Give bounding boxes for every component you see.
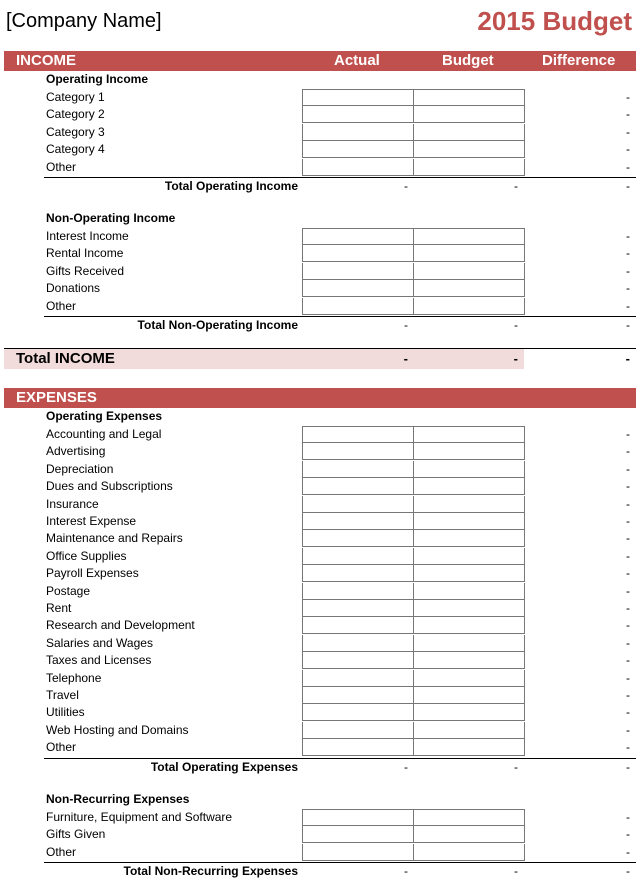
difference-value: - bbox=[626, 810, 630, 824]
actual-input-cell[interactable] bbox=[302, 298, 414, 315]
line-item-row bbox=[0, 298, 642, 315]
difference-value: - bbox=[626, 281, 630, 296]
budget-input-cell[interactable] bbox=[413, 228, 525, 245]
line-item-label: Salaries and Wages bbox=[46, 635, 153, 650]
total-label: Total Operating Income bbox=[164, 179, 298, 193]
actual-input-cell[interactable] bbox=[302, 844, 414, 861]
line-item-row bbox=[0, 106, 642, 123]
total-income-row bbox=[4, 349, 636, 369]
budget-input-cell[interactable] bbox=[413, 443, 525, 460]
line-item-label: Rent bbox=[46, 601, 72, 615]
company-name[interactable]: [Company Name] bbox=[6, 10, 162, 32]
actual-input-cell[interactable] bbox=[302, 704, 414, 721]
budget-input-cell[interactable] bbox=[413, 513, 525, 530]
total-divider bbox=[44, 316, 636, 317]
section-title: Operating Expenses bbox=[46, 409, 163, 423]
line-item-row bbox=[0, 722, 642, 739]
line-item-label: Payroll Expenses bbox=[46, 566, 139, 581]
difference-value: - bbox=[626, 229, 630, 243]
difference-value: - bbox=[626, 618, 630, 633]
total-actual-value: - bbox=[404, 318, 408, 332]
income-band bbox=[4, 51, 636, 71]
difference-value: - bbox=[626, 159, 630, 174]
budget-input-cell[interactable] bbox=[413, 652, 525, 669]
total-difference-value: - bbox=[626, 864, 630, 879]
actual-input-cell[interactable] bbox=[302, 809, 414, 826]
line-item-row bbox=[0, 530, 642, 547]
line-item-row bbox=[0, 670, 642, 687]
line-item-row bbox=[0, 565, 642, 582]
budget-input-cell[interactable] bbox=[413, 826, 525, 843]
actual-input-cell[interactable] bbox=[302, 141, 414, 158]
actual-input-cell[interactable] bbox=[302, 426, 414, 443]
section-total-row bbox=[0, 758, 642, 776]
budget-input-cell[interactable] bbox=[413, 141, 525, 158]
section-total-row bbox=[0, 177, 642, 195]
line-item-label: Furniture, Equipment and Software bbox=[46, 810, 233, 824]
actual-input-cell[interactable] bbox=[302, 280, 414, 297]
total-budget-value: - bbox=[514, 864, 518, 879]
difference-value: - bbox=[626, 427, 630, 441]
difference-value: - bbox=[626, 444, 630, 459]
actual-input-cell[interactable] bbox=[302, 600, 414, 617]
line-item-row bbox=[0, 245, 642, 262]
budget-input-cell[interactable] bbox=[413, 583, 525, 600]
line-item-row bbox=[0, 263, 642, 280]
line-item-row bbox=[0, 617, 642, 634]
line-item-label: Taxes and Licenses bbox=[46, 653, 152, 668]
budget-input-cell[interactable] bbox=[413, 280, 525, 297]
line-item-row bbox=[0, 600, 642, 617]
line-item-label: Interest Expense bbox=[46, 514, 137, 528]
difference-value: - bbox=[626, 531, 630, 546]
section-total-row bbox=[0, 862, 642, 880]
total-budget-value: - bbox=[514, 318, 518, 332]
line-item-label: Dues and Subscriptions bbox=[46, 479, 173, 494]
total-actual-value: - bbox=[404, 864, 408, 879]
difference-value: - bbox=[626, 548, 630, 563]
line-item-label: Telephone bbox=[46, 670, 102, 685]
budget-input-cell[interactable] bbox=[413, 263, 525, 280]
actual-input-cell[interactable] bbox=[302, 478, 414, 495]
difference-value: - bbox=[626, 583, 630, 598]
actual-input-cell[interactable] bbox=[302, 739, 414, 756]
line-item-row bbox=[0, 652, 642, 669]
difference-value: - bbox=[626, 246, 630, 261]
total-budget-value: - bbox=[514, 759, 518, 774]
line-item-label: Gifts Given bbox=[46, 827, 106, 842]
actual-input-cell[interactable] bbox=[302, 583, 414, 600]
line-item-row bbox=[0, 228, 642, 245]
line-item-row bbox=[0, 687, 642, 704]
budget-input-cell[interactable] bbox=[413, 739, 525, 756]
actual-input-cell[interactable] bbox=[302, 443, 414, 460]
total-divider bbox=[44, 758, 636, 759]
budget-input-cell[interactable] bbox=[413, 159, 525, 176]
line-item-row bbox=[0, 159, 642, 176]
difference-value: - bbox=[626, 107, 630, 122]
difference-value: - bbox=[626, 705, 630, 720]
line-item-label: Advertising bbox=[46, 444, 106, 459]
line-item-label: Gifts Received bbox=[46, 263, 125, 278]
budget-input-cell[interactable] bbox=[413, 600, 525, 617]
actual-input-cell[interactable] bbox=[302, 826, 414, 843]
line-item-row bbox=[0, 583, 642, 600]
budget-input-cell[interactable] bbox=[413, 530, 525, 547]
budget-input-cell[interactable] bbox=[413, 426, 525, 443]
line-item-label: Travel bbox=[46, 688, 79, 702]
actual-input-cell[interactable] bbox=[302, 496, 414, 513]
line-item-row bbox=[0, 443, 642, 460]
line-item-label: Category 3 bbox=[46, 124, 105, 139]
total-divider bbox=[44, 862, 636, 863]
actual-input-cell[interactable] bbox=[302, 461, 414, 478]
budget-input-cell[interactable] bbox=[413, 124, 525, 141]
total-difference-value: - bbox=[626, 318, 630, 332]
difference-value: - bbox=[626, 827, 630, 842]
line-item-label: Maintenance and Repairs bbox=[46, 531, 183, 546]
actual-input-cell[interactable] bbox=[302, 106, 414, 123]
difference-value: - bbox=[626, 90, 630, 104]
difference-value: - bbox=[626, 601, 630, 615]
line-item-row bbox=[0, 461, 642, 478]
difference-value: - bbox=[626, 496, 630, 511]
total-income-difference: - bbox=[625, 351, 630, 366]
expenses-band-label: EXPENSES bbox=[16, 389, 97, 406]
budget-input-cell[interactable] bbox=[413, 565, 525, 582]
line-item-label: Other bbox=[46, 159, 77, 174]
total-actual-value: - bbox=[404, 179, 408, 193]
budget-title: 2015 Budget bbox=[477, 6, 632, 36]
budget-input-cell[interactable] bbox=[413, 809, 525, 826]
expenses-band bbox=[4, 388, 636, 408]
line-item-row bbox=[0, 809, 642, 826]
line-item-label: Other bbox=[46, 844, 77, 859]
total-difference-value: - bbox=[626, 179, 630, 193]
difference-value: - bbox=[626, 844, 630, 859]
difference-value: - bbox=[626, 461, 630, 476]
line-item-row bbox=[0, 124, 642, 141]
line-item-label: Web Hosting and Domains bbox=[46, 722, 189, 737]
difference-value: - bbox=[626, 124, 630, 139]
actual-input-cell[interactable] bbox=[302, 548, 414, 565]
line-item-label: Depreciation bbox=[46, 461, 114, 476]
line-item-row bbox=[0, 478, 642, 495]
budget-input-cell[interactable] bbox=[413, 461, 525, 478]
difference-value: - bbox=[626, 670, 630, 685]
budget-input-cell[interactable] bbox=[413, 89, 525, 106]
line-item-label: Category 4 bbox=[46, 142, 105, 157]
actual-input-cell[interactable] bbox=[302, 635, 414, 652]
line-item-row bbox=[0, 426, 642, 443]
section-title: Non-Recurring Expenses bbox=[46, 792, 190, 806]
budget-input-cell[interactable] bbox=[413, 298, 525, 315]
difference-value: - bbox=[626, 653, 630, 668]
budget-input-cell[interactable] bbox=[413, 496, 525, 513]
section-title: Non-Operating Income bbox=[46, 211, 176, 225]
total-income-divider bbox=[4, 348, 636, 349]
total-label: Total Operating Expenses bbox=[150, 759, 298, 774]
difference-value: - bbox=[626, 514, 630, 528]
line-item-label: Office Supplies bbox=[46, 548, 127, 563]
line-item-label: Research and Development bbox=[46, 618, 195, 633]
line-item-label: Accounting and Legal bbox=[46, 427, 162, 441]
actual-input-cell[interactable] bbox=[302, 245, 414, 262]
actual-input-cell[interactable] bbox=[302, 722, 414, 739]
difference-value: - bbox=[626, 722, 630, 737]
difference-value: - bbox=[626, 688, 630, 702]
budget-input-cell[interactable] bbox=[413, 704, 525, 721]
difference-value: - bbox=[626, 263, 630, 278]
actual-input-cell[interactable] bbox=[302, 565, 414, 582]
line-item-row bbox=[0, 89, 642, 106]
line-item-row bbox=[0, 739, 642, 756]
difference-value: - bbox=[626, 566, 630, 581]
actual-input-cell[interactable] bbox=[302, 124, 414, 141]
budget-input-cell[interactable] bbox=[413, 106, 525, 123]
line-item-label: Utilities bbox=[46, 705, 85, 720]
column-budget: Budget bbox=[442, 52, 494, 69]
section-title: Operating Income bbox=[46, 72, 149, 86]
actual-input-cell[interactable] bbox=[302, 89, 414, 106]
budget-input-cell[interactable] bbox=[413, 722, 525, 739]
total-income-label: Total INCOME bbox=[16, 350, 115, 367]
line-item-row bbox=[0, 704, 642, 721]
actual-input-cell[interactable] bbox=[302, 530, 414, 547]
budget-input-cell[interactable] bbox=[413, 670, 525, 687]
line-item-row bbox=[0, 826, 642, 843]
budget-input-cell[interactable] bbox=[413, 617, 525, 634]
total-actual-value: - bbox=[404, 759, 408, 774]
column-actual: Actual bbox=[334, 52, 380, 69]
line-item-label: Insurance bbox=[46, 496, 99, 511]
difference-value: - bbox=[626, 479, 630, 494]
total-divider bbox=[44, 177, 636, 178]
line-item-label: Donations bbox=[46, 281, 101, 296]
line-item-row bbox=[0, 496, 642, 513]
difference-value: - bbox=[626, 142, 630, 157]
actual-input-cell[interactable] bbox=[302, 513, 414, 530]
section-total-row bbox=[0, 316, 642, 334]
line-item-row bbox=[0, 844, 642, 861]
total-label: Total Non-Operating Income bbox=[137, 318, 298, 332]
total-budget-value: - bbox=[514, 179, 518, 193]
line-item-label: Other bbox=[46, 740, 77, 755]
line-item-label: Rental Income bbox=[46, 246, 124, 261]
line-item-label: Category 2 bbox=[46, 107, 105, 122]
budget-input-cell[interactable] bbox=[413, 844, 525, 861]
line-item-row bbox=[0, 280, 642, 297]
budget-input-cell[interactable] bbox=[413, 245, 525, 262]
line-item-label: Other bbox=[46, 298, 77, 313]
actual-input-cell[interactable] bbox=[302, 617, 414, 634]
actual-input-cell[interactable] bbox=[302, 652, 414, 669]
budget-input-cell[interactable] bbox=[413, 478, 525, 495]
column-difference: Difference bbox=[542, 52, 616, 69]
line-item-label: Category 1 bbox=[46, 90, 105, 104]
difference-value: - bbox=[626, 740, 630, 755]
actual-input-cell[interactable] bbox=[302, 670, 414, 687]
line-item-label: Postage bbox=[46, 583, 91, 598]
total-difference-value: - bbox=[626, 759, 630, 774]
difference-value: - bbox=[626, 298, 630, 313]
total-income-actual: - bbox=[403, 351, 408, 366]
budget-input-cell[interactable] bbox=[413, 687, 525, 704]
line-item-row bbox=[0, 548, 642, 565]
actual-input-cell[interactable] bbox=[302, 159, 414, 176]
difference-value: - bbox=[626, 635, 630, 650]
line-item-row bbox=[0, 635, 642, 652]
line-item-row bbox=[0, 141, 642, 158]
actual-input-cell[interactable] bbox=[302, 228, 414, 245]
total-label: Total Non-Recurring Expenses bbox=[123, 864, 298, 879]
budget-input-cell[interactable] bbox=[413, 548, 525, 565]
sheet-header bbox=[0, 0, 642, 46]
total-income-budget: - bbox=[513, 351, 518, 366]
actual-input-cell[interactable] bbox=[302, 263, 414, 280]
line-item-label: Interest Income bbox=[46, 229, 129, 243]
income-band-label: INCOME bbox=[16, 52, 76, 69]
line-item-row bbox=[0, 513, 642, 530]
actual-input-cell[interactable] bbox=[302, 687, 414, 704]
budget-input-cell[interactable] bbox=[413, 635, 525, 652]
